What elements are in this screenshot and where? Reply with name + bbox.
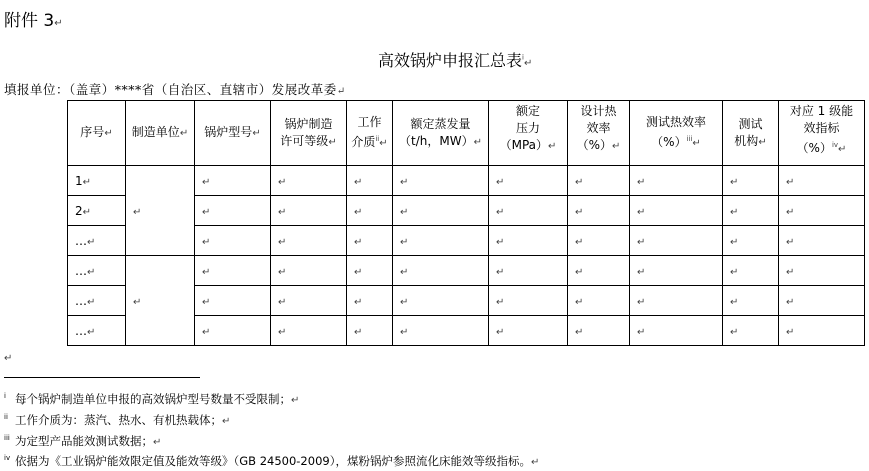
footnote-text: 工作介质为：蒸汽、热水、有机热载体； (15, 412, 222, 427)
table-cell[interactable] (779, 166, 865, 196)
table-cell[interactable] (489, 286, 568, 316)
table-cell[interactable] (393, 226, 489, 256)
annex-label: 附件 3↵ (4, 11, 63, 31)
row-index: … (75, 324, 87, 338)
footnote-text: 每个锅炉制造单位申报的高效锅炉型号数量不受限制； (15, 391, 291, 406)
paragraph-mark: ↵ (400, 267, 409, 278)
paragraph-mark: ↵ (222, 415, 231, 427)
paragraph-mark: ↵ (87, 267, 96, 278)
paragraph-mark: ↵ (496, 327, 505, 338)
paragraph-mark: ↵ (291, 394, 300, 406)
paragraph-mark: ↵ (496, 267, 505, 278)
paragraph-mark: ↵ (278, 237, 287, 248)
paragraph-mark: ↵ (612, 141, 621, 152)
table-cell[interactable] (393, 166, 489, 196)
footnote-item (4, 409, 539, 430)
column-header-2 (126, 101, 195, 166)
paragraph-mark: ↵ (530, 457, 540, 469)
column-header-line: 制造单位 (131, 125, 180, 139)
table-cell[interactable] (271, 316, 347, 346)
paragraph-mark: ↵ (730, 207, 739, 218)
column-header-text (779, 103, 864, 120)
table-cell[interactable] (568, 226, 630, 256)
table-cell[interactable] (68, 256, 126, 286)
row-index: … (75, 264, 87, 278)
paragraph-mark: ↵ (104, 128, 113, 139)
paragraph-mark: ↵ (496, 207, 505, 218)
table-cell[interactable] (347, 226, 393, 256)
column-header-line: 锅炉制造 (284, 116, 333, 131)
column-header-1 (68, 101, 126, 166)
column-header-text (779, 137, 864, 158)
table-cell[interactable] (271, 196, 347, 226)
paragraph-mark: ↵ (400, 207, 409, 218)
table-cell[interactable] (68, 316, 126, 346)
paragraph-mark: ↵ (575, 207, 584, 218)
footnote-text: 依据为《工业锅炉能效限定值及能效等级》（GB 24500-2009），煤粉锅炉参照流化床能效等级指标。 (15, 454, 531, 469)
table-cell[interactable] (630, 196, 723, 226)
paragraph-mark: ↵ (278, 327, 287, 338)
column-header-text (68, 124, 125, 142)
column-header-line: （%） (651, 135, 687, 149)
paragraph-mark: ↵ (278, 207, 287, 218)
title-footnote-marker: i (522, 53, 524, 62)
table-cell[interactable] (779, 316, 865, 346)
paragraph-mark: ↵ (637, 207, 646, 218)
column-header-line: 效指标 (803, 121, 840, 135)
paragraph-mark: ↵ (786, 297, 795, 308)
table-cell[interactable] (347, 166, 393, 196)
column-header-text (723, 133, 778, 151)
column-header-text (568, 137, 629, 155)
table-cell[interactable] (195, 226, 271, 256)
column-header-line: 测试 (738, 116, 763, 131)
column-header-line: （%） (576, 138, 612, 152)
paragraph-mark: ↵ (87, 327, 96, 338)
table-cell[interactable] (393, 286, 489, 316)
column-header-text (126, 124, 194, 142)
paragraph-mark: ↵ (637, 297, 646, 308)
column-header-6 (393, 101, 489, 166)
footnote-separator (4, 377, 200, 378)
paragraph-mark: ↵ (278, 297, 287, 308)
paragraph-mark: ↵ (202, 207, 211, 218)
footnote-marker: ii (375, 135, 380, 143)
table-cell[interactable] (779, 256, 865, 286)
paragraph-mark: ↵ (87, 297, 96, 308)
paragraph-mark: ↵ (87, 237, 96, 248)
paragraph-mark: ↵ (496, 237, 505, 248)
column-header-text (723, 116, 778, 133)
paragraph-mark: ↵ (400, 237, 409, 248)
table-cell[interactable] (489, 166, 568, 196)
table-cell[interactable] (347, 286, 393, 316)
paragraph-mark: ↵ (637, 177, 646, 188)
paragraph-mark: ↵ (354, 297, 363, 308)
column-header-line: 测试热效率 (645, 115, 706, 129)
footnote-text: 为定型产品能效测试数据； (15, 433, 153, 448)
paragraph-mark: ↵ (637, 237, 646, 248)
paragraph-mark: ↵ (637, 267, 646, 278)
table-cell[interactable] (393, 316, 489, 346)
table-cell[interactable] (68, 226, 126, 256)
table-cell[interactable] (630, 286, 723, 316)
column-header-text (393, 133, 488, 151)
paragraph-mark: ↵ (575, 297, 584, 308)
paragraph-mark: ↵ (730, 297, 739, 308)
paragraph-mark: ↵ (4, 353, 13, 364)
table-cell[interactable] (630, 226, 723, 256)
paragraph-mark: ↵ (354, 207, 363, 218)
paragraph-mark: ↵ (575, 177, 584, 188)
row-index: … (75, 234, 87, 248)
paragraph-mark: ↵ (202, 177, 211, 188)
paragraph-mark: ↵ (786, 207, 795, 218)
table-cell[interactable] (568, 196, 630, 226)
column-header-text (568, 120, 629, 137)
paragraph-mark: ↵ (328, 136, 337, 148)
paragraph-mark: ↵ (278, 267, 287, 278)
column-header-text (489, 120, 567, 137)
table-cell[interactable] (568, 256, 630, 286)
table-cell[interactable] (347, 256, 393, 286)
column-header-8 (568, 101, 630, 166)
column-header-line: 设计热 (580, 104, 617, 118)
column-header-text (271, 133, 346, 151)
column-header-5 (347, 101, 393, 166)
table-cell[interactable] (195, 286, 271, 316)
paragraph-mark: ↵ (379, 138, 388, 149)
paragraph-mark: ↵ (354, 237, 363, 248)
table-cell[interactable] (195, 316, 271, 346)
paragraph-mark: ↵ (575, 267, 584, 278)
column-header-11 (779, 101, 865, 166)
paragraph-mark: ↵ (278, 177, 287, 188)
column-header-line: 许可等级 (280, 133, 329, 148)
paragraph-mark: ↵ (730, 327, 739, 338)
table-header-row (68, 101, 865, 166)
table-cell[interactable] (723, 196, 779, 226)
table-cell[interactable] (195, 196, 271, 226)
table-cell[interactable] (630, 166, 723, 196)
row-index: … (75, 294, 87, 308)
table-cell[interactable] (630, 316, 723, 346)
paragraph-mark: ↵ (202, 267, 211, 278)
column-header-text (779, 120, 864, 137)
column-header-line: 工作 (357, 115, 382, 129)
paragraph-mark: ↵ (548, 141, 557, 152)
paragraph-mark: ↵ (575, 237, 584, 248)
column-header-line: 额定蒸发量 (410, 116, 471, 131)
column-header-line: 序号 (80, 125, 105, 139)
table-cell[interactable] (723, 256, 779, 286)
column-header-line: 机构 (734, 133, 759, 148)
paragraph-mark: ↵ (730, 267, 739, 278)
paragraph-mark: ↵ (473, 136, 482, 148)
table-cell[interactable] (347, 196, 393, 226)
column-header-9 (630, 101, 723, 166)
paragraph-mark: ↵ (153, 436, 162, 448)
footnote-item (4, 430, 539, 451)
footnote-marker: iv (831, 141, 839, 149)
column-header-10 (723, 101, 779, 166)
table-cell[interactable] (271, 256, 347, 286)
column-header-line: 额定 (515, 104, 540, 118)
column-header-3 (195, 101, 271, 166)
paragraph-mark: ↵ (202, 327, 211, 338)
paragraph-mark: ↵ (400, 297, 409, 308)
column-header-line: （%） (796, 141, 832, 155)
paragraph-mark: ↵ (202, 237, 211, 248)
table-cell[interactable] (568, 316, 630, 346)
paragraph-mark: ↵ (730, 177, 739, 188)
paragraph-mark: ↵ (354, 177, 363, 188)
column-header-text (271, 116, 346, 133)
column-header-line: （MPa） (499, 138, 548, 152)
table-row (68, 256, 865, 286)
table-cell[interactable] (271, 226, 347, 256)
paragraph-mark: ↵ (786, 327, 795, 338)
manufacturer-cell[interactable] (126, 256, 195, 346)
column-header-line: 介质 (351, 135, 376, 149)
table-cell[interactable] (68, 196, 126, 226)
table-cell[interactable] (568, 166, 630, 196)
table-cell[interactable] (393, 256, 489, 286)
paragraph-mark: ↵ (758, 136, 767, 148)
column-header-4 (271, 101, 347, 166)
column-header-text (347, 131, 392, 152)
table-cell[interactable] (723, 226, 779, 256)
table-cell[interactable] (68, 286, 126, 316)
row-index: 1 (75, 174, 83, 188)
column-header-line: 对应 1 级能 (789, 104, 854, 118)
table-cell[interactable] (779, 226, 865, 256)
paragraph-mark: ↵ (133, 296, 142, 308)
paragraph-mark: ↵ (838, 144, 847, 155)
column-header-line: 锅炉型号 (204, 125, 253, 139)
table-cell[interactable] (723, 286, 779, 316)
paragraph-mark: ↵ (786, 237, 795, 248)
footnote-item (4, 450, 539, 471)
table-cell[interactable] (489, 316, 568, 346)
column-header-text (630, 114, 722, 131)
paragraph-mark: ↵ (252, 128, 261, 139)
paragraph-mark: ↵ (400, 177, 409, 188)
table-cell[interactable] (347, 316, 393, 346)
paragraph-mark: ↵ (786, 177, 795, 188)
paragraph-mark: ↵ (730, 237, 739, 248)
table-cell[interactable] (489, 256, 568, 286)
table-cell[interactable] (779, 196, 865, 226)
paragraph-mark: ↵ (575, 327, 584, 338)
footnote-marker: iii (4, 433, 10, 442)
table-cell[interactable] (723, 316, 779, 346)
table-cell[interactable] (195, 166, 271, 196)
summary-table (67, 100, 865, 346)
footnote-marker: ii (4, 412, 8, 421)
footnotes (4, 388, 539, 471)
paragraph-mark: ↵ (82, 177, 92, 188)
row-index: 2 (75, 204, 83, 218)
paragraph-mark: ↵ (202, 297, 211, 308)
footnote-item (4, 388, 539, 409)
column-header-text (347, 114, 392, 131)
paragraph-mark: ↵ (133, 206, 142, 218)
footnote-marker: iii (686, 135, 693, 143)
column-header-text (195, 124, 270, 142)
column-header-line: 效率 (586, 121, 611, 135)
paragraph-mark: ↵ (496, 177, 505, 188)
paragraph-mark: ↵ (179, 128, 189, 139)
manufacturer-cell[interactable] (126, 166, 195, 256)
filler-unit-line: 填报单位：（盖章）****省（自治区、直辖市）发展改革委↵ (4, 82, 346, 97)
footnote-marker: i (4, 392, 6, 400)
column-header-line: 压力 (515, 121, 540, 135)
column-header-line: （t/h，MW） (399, 133, 474, 148)
table-cell[interactable] (723, 166, 779, 196)
paragraph-mark: ↵ (400, 327, 409, 338)
table-cell[interactable] (779, 286, 865, 316)
footnote-marker: iv (4, 454, 11, 463)
table-cell[interactable] (568, 286, 630, 316)
table-cell[interactable] (271, 166, 347, 196)
column-header-text (393, 116, 488, 133)
paragraph-mark: ↵ (82, 207, 92, 218)
table-cell[interactable] (68, 166, 126, 196)
column-header-text (568, 103, 629, 120)
paragraph-mark: ↵ (692, 138, 701, 149)
table-cell[interactable] (393, 196, 489, 226)
column-header-7 (489, 101, 568, 166)
column-header-text (489, 137, 567, 155)
table-cell[interactable] (271, 286, 347, 316)
paragraph-mark: ↵ (354, 327, 363, 338)
table-cell[interactable] (489, 196, 568, 226)
table-cell[interactable] (489, 226, 568, 256)
table-row (68, 166, 865, 196)
paragraph-mark: ↵ (496, 297, 505, 308)
table-cell[interactable] (195, 256, 271, 286)
paragraph-mark: ↵ (637, 327, 646, 338)
table-cell[interactable] (630, 256, 723, 286)
page-title: 高效锅炉申报汇总表$^i$↵ (378, 51, 533, 70)
column-header-text (630, 131, 722, 152)
column-header-text (489, 103, 567, 120)
paragraph-mark: ↵ (786, 267, 795, 278)
paragraph-mark: ↵ (354, 267, 363, 278)
